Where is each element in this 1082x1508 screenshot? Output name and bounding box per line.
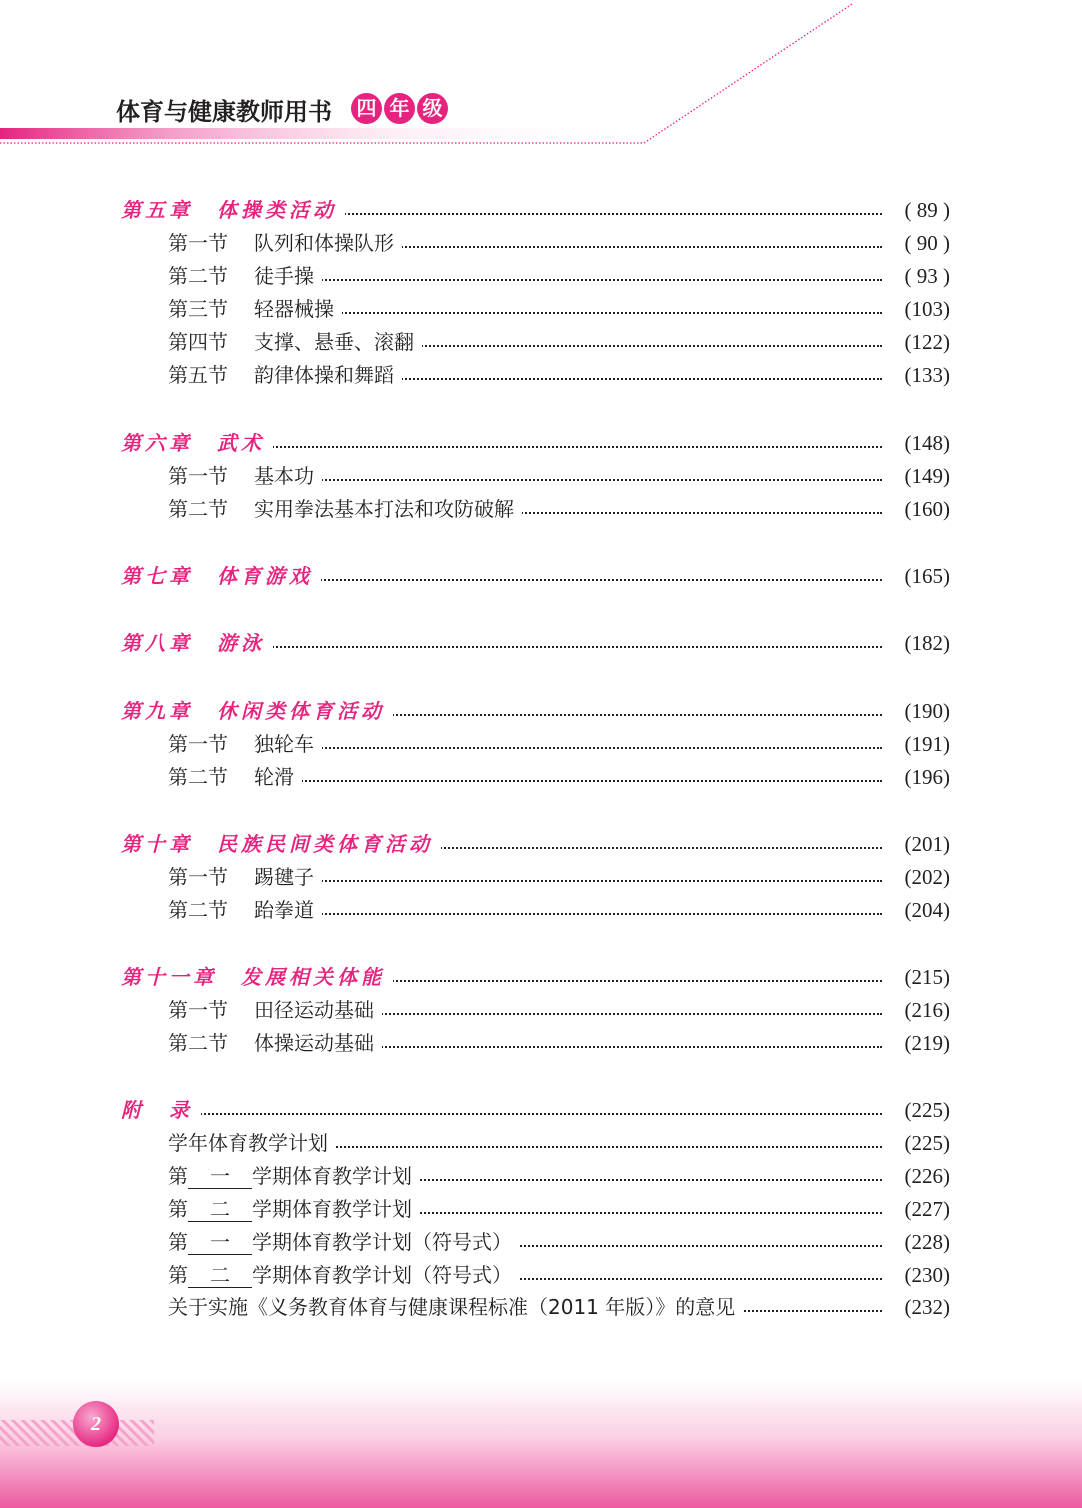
page-reference: (196) bbox=[904, 765, 950, 789]
page-number: 2 bbox=[73, 1401, 119, 1447]
fill-in-blank: 一 bbox=[188, 1164, 252, 1189]
toc-section-row[interactable] bbox=[0, 1292, 1082, 1322]
fill-in-blank: 二 bbox=[188, 1263, 252, 1288]
dot-leader bbox=[318, 461, 882, 481]
title-prefix: 第 bbox=[168, 1263, 188, 1287]
toc-section-row[interactable] bbox=[0, 1227, 1082, 1257]
toc-section-row[interactable] bbox=[0, 1161, 1082, 1191]
title-prefix: 第 bbox=[168, 1164, 188, 1188]
toc-section-row[interactable] bbox=[0, 729, 1082, 759]
appendix-item-title bbox=[168, 1161, 420, 1191]
section-label bbox=[168, 1028, 382, 1058]
dot-leader bbox=[317, 561, 882, 581]
page-reference: (182) bbox=[904, 631, 950, 655]
dot-leader bbox=[318, 729, 882, 749]
page-reference: (227) bbox=[904, 1197, 950, 1221]
section-label bbox=[168, 294, 342, 324]
section-number: 第一节 bbox=[168, 231, 228, 255]
dot-leader bbox=[398, 360, 882, 380]
page-reference: (160) bbox=[904, 497, 950, 521]
toc-chapter-row[interactable] bbox=[0, 628, 1082, 658]
toc-section-row[interactable] bbox=[0, 360, 1082, 390]
section-title: 队列和体操队形 bbox=[254, 231, 394, 255]
section-number: 第一节 bbox=[168, 732, 228, 756]
toc-section-row[interactable] bbox=[0, 327, 1082, 357]
page-reference: (165) bbox=[904, 564, 950, 588]
section-number: 第一节 bbox=[168, 998, 228, 1022]
page-reference: (204) bbox=[904, 898, 950, 922]
dot-leader bbox=[341, 195, 882, 215]
dot-leader bbox=[338, 294, 882, 314]
dot-leader bbox=[389, 962, 882, 982]
page-reference: (226) bbox=[904, 1164, 950, 1188]
dot-leader bbox=[739, 1292, 882, 1312]
section-number: 第二节 bbox=[168, 898, 228, 922]
appendix-item-title bbox=[168, 1227, 520, 1257]
page-reference: (122) bbox=[904, 330, 950, 354]
toc-chapter-row[interactable] bbox=[0, 962, 1082, 992]
toc-section-row[interactable] bbox=[0, 1260, 1082, 1290]
page-reference: ( 89 ) bbox=[904, 198, 950, 222]
fill-in-blank: 一 bbox=[188, 1230, 252, 1255]
section-label bbox=[168, 895, 322, 925]
title-suffix: 学期体育教学计划 bbox=[252, 1164, 412, 1188]
section-label bbox=[168, 228, 402, 258]
section-number: 第二节 bbox=[168, 1031, 228, 1055]
title-suffix: 学期体育教学计划（符号式） bbox=[252, 1230, 512, 1254]
dot-leader bbox=[269, 628, 882, 648]
grade-char: 级 bbox=[417, 93, 448, 124]
section-label bbox=[168, 862, 322, 892]
dot-leader bbox=[389, 696, 882, 716]
footer-decoration bbox=[0, 1380, 1082, 1508]
section-title: 踢毽子 bbox=[254, 865, 314, 889]
appendix-item-title bbox=[168, 1260, 520, 1290]
section-number: 第二节 bbox=[168, 765, 228, 789]
page-reference: (225) bbox=[904, 1098, 950, 1122]
section-label bbox=[168, 360, 402, 390]
section-label bbox=[168, 762, 302, 792]
toc-section-row[interactable] bbox=[0, 294, 1082, 324]
toc-section-row[interactable] bbox=[0, 261, 1082, 291]
dot-leader bbox=[516, 1260, 882, 1280]
section-title: 轮滑 bbox=[254, 765, 294, 789]
book-title: 体育与健康教师用书 bbox=[116, 97, 332, 126]
toc-section-row[interactable] bbox=[0, 228, 1082, 258]
dot-leader bbox=[269, 428, 882, 448]
toc-chapter-row[interactable] bbox=[0, 428, 1082, 458]
fill-in-blank: 二 bbox=[188, 1197, 252, 1222]
chapter-title: 第十一章 发展相关体能 bbox=[121, 962, 393, 992]
page-reference: (148) bbox=[904, 431, 950, 455]
page-reference: ( 90 ) bbox=[904, 231, 950, 255]
dot-leader bbox=[378, 1028, 882, 1048]
toc-chapter-row[interactable] bbox=[0, 195, 1082, 225]
page-reference: (190) bbox=[904, 699, 950, 723]
section-title: 田径运动基础 bbox=[254, 998, 374, 1022]
dot-leader bbox=[418, 327, 882, 347]
chapter-title: 附 录 bbox=[121, 1095, 201, 1125]
grade-badge bbox=[351, 93, 448, 124]
section-label bbox=[168, 261, 322, 291]
chapter-title: 第五章 体操类活动 bbox=[121, 195, 345, 225]
toc-chapter-row[interactable] bbox=[0, 1095, 1082, 1125]
toc-section-row[interactable] bbox=[0, 1128, 1082, 1158]
toc-chapter-row[interactable] bbox=[0, 829, 1082, 859]
section-number: 第二节 bbox=[168, 264, 228, 288]
grade-char: 四 bbox=[351, 93, 382, 124]
appendix-item-title: 关于实施《义务教育体育与健康课程标准（2011 年版）》的意见 bbox=[168, 1292, 743, 1322]
page-reference: (202) bbox=[904, 865, 950, 889]
section-title: 体操运动基础 bbox=[254, 1031, 374, 1055]
dot-leader bbox=[332, 1128, 882, 1148]
section-label bbox=[168, 995, 382, 1025]
grade-char: 年 bbox=[384, 93, 415, 124]
toc-section-row[interactable] bbox=[0, 494, 1082, 524]
section-title: 轻器械操 bbox=[254, 297, 334, 321]
section-label bbox=[168, 729, 322, 759]
page-reference: (232) bbox=[904, 1295, 950, 1319]
toc-section-row[interactable] bbox=[0, 461, 1082, 491]
dot-leader bbox=[318, 261, 882, 281]
dot-leader bbox=[298, 762, 882, 782]
header-decoration bbox=[0, 0, 1082, 160]
section-title: 独轮车 bbox=[254, 732, 314, 756]
page-reference: (230) bbox=[904, 1263, 950, 1287]
dot-leader bbox=[197, 1095, 882, 1115]
page-reference: (201) bbox=[904, 832, 950, 856]
section-number: 第一节 bbox=[168, 865, 228, 889]
section-title: 基本功 bbox=[254, 464, 314, 488]
toc-chapter-row[interactable] bbox=[0, 696, 1082, 726]
chapter-title: 第七章 体育游戏 bbox=[121, 561, 321, 591]
page-reference: (191) bbox=[904, 732, 950, 756]
section-number: 第五节 bbox=[168, 363, 228, 387]
section-label bbox=[168, 461, 322, 491]
page-reference: (219) bbox=[904, 1031, 950, 1055]
page-reference: (133) bbox=[904, 363, 950, 387]
dot-leader bbox=[318, 862, 882, 882]
appendix-item-title bbox=[168, 1194, 420, 1224]
dot-leader bbox=[516, 1227, 882, 1247]
page-reference: ( 93 ) bbox=[904, 264, 950, 288]
toc-section-row[interactable] bbox=[0, 895, 1082, 925]
section-title: 徒手操 bbox=[254, 264, 314, 288]
section-number: 第一节 bbox=[168, 464, 228, 488]
dot-leader bbox=[437, 829, 882, 849]
page-reference: (215) bbox=[904, 965, 950, 989]
chapter-title: 第八章 游泳 bbox=[121, 628, 273, 658]
toc-section-row[interactable] bbox=[0, 762, 1082, 792]
dot-leader bbox=[416, 1194, 882, 1214]
title-suffix: 学期体育教学计划（符号式） bbox=[252, 1263, 512, 1287]
section-title: 跆拳道 bbox=[254, 898, 314, 922]
page-reference: (228) bbox=[904, 1230, 950, 1254]
section-title: 韵律体操和舞蹈 bbox=[254, 363, 394, 387]
page-reference: (149) bbox=[904, 464, 950, 488]
toc-section-row[interactable] bbox=[0, 1028, 1082, 1058]
section-number: 第四节 bbox=[168, 330, 228, 354]
appendix-item-title: 学年体育教学计划 bbox=[168, 1128, 336, 1158]
toc-section-row[interactable] bbox=[0, 1194, 1082, 1224]
toc-section-row[interactable] bbox=[0, 862, 1082, 892]
chapter-title: 第九章 休闲类体育活动 bbox=[121, 696, 393, 726]
section-label bbox=[168, 327, 422, 357]
dot-leader bbox=[318, 895, 882, 915]
dot-leader bbox=[518, 494, 882, 514]
title-prefix: 第 bbox=[168, 1230, 188, 1254]
section-title: 实用拳法基本打法和攻防破解 bbox=[254, 497, 514, 521]
section-title: 支撑、悬垂、滚翻 bbox=[254, 330, 414, 354]
dot-leader bbox=[378, 995, 882, 1015]
toc-chapter-row[interactable] bbox=[0, 561, 1082, 591]
dot-leader bbox=[416, 1161, 882, 1181]
page-reference: (103) bbox=[904, 297, 950, 321]
title-suffix: 学期体育教学计划 bbox=[252, 1197, 412, 1221]
section-number: 第三节 bbox=[168, 297, 228, 321]
dot-leader bbox=[398, 228, 882, 248]
page-reference: (216) bbox=[904, 998, 950, 1022]
page-reference: (225) bbox=[904, 1131, 950, 1155]
section-label bbox=[168, 494, 522, 524]
toc-section-row[interactable] bbox=[0, 995, 1082, 1025]
section-number: 第二节 bbox=[168, 497, 228, 521]
title-prefix: 第 bbox=[168, 1197, 188, 1221]
chapter-title: 第六章 武术 bbox=[121, 428, 273, 458]
chapter-title: 第十章 民族民间类体育活动 bbox=[121, 829, 441, 859]
